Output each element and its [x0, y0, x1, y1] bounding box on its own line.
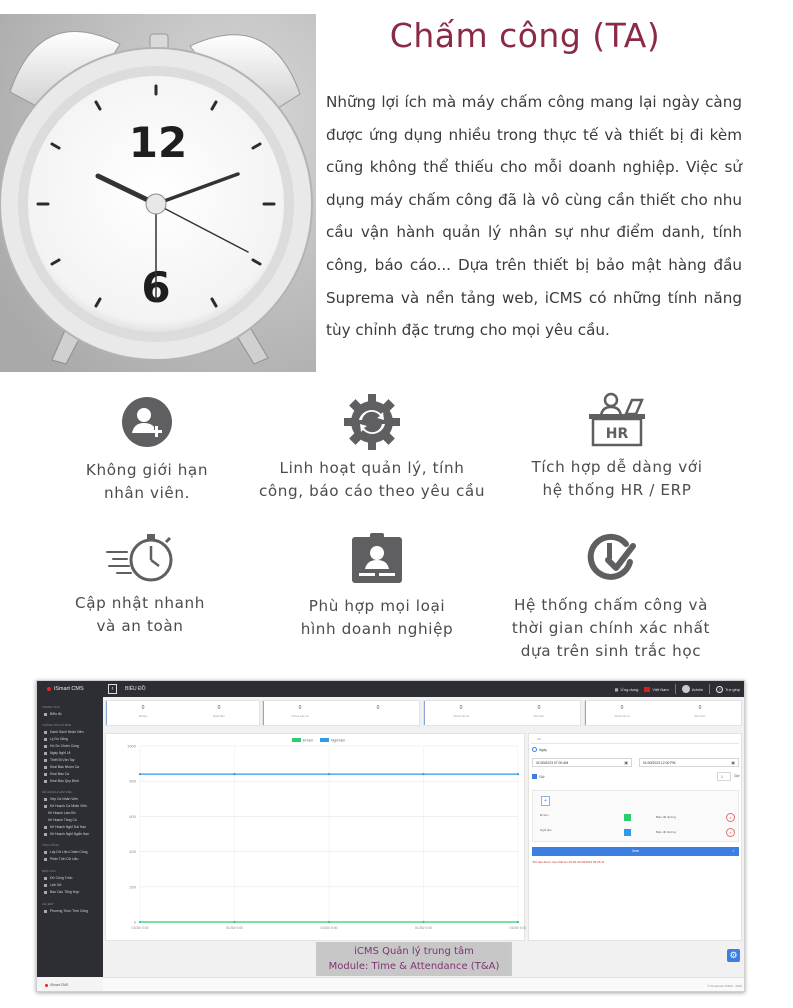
settings-gear-button[interactable]: ⚙	[727, 949, 740, 962]
sidebar-item-label: Báo Cáo Tổng Hợp	[50, 890, 80, 894]
stat-value: 0	[620, 705, 624, 711]
sidebar-item-label: Kế Hoạch Nghỉ Ngắn Hạn	[50, 832, 90, 836]
sidebar-item[interactable]	[44, 825, 86, 829]
calendar-icon	[44, 826, 47, 829]
sidebar-item-label: Kế Hoạch Làm Bù	[48, 811, 76, 815]
hr-desk-icon	[586, 392, 648, 450]
card-accent	[263, 701, 264, 725]
stat-cell	[184, 705, 254, 718]
list-icon	[44, 738, 47, 741]
sidebar-item-label: Kế Hoạch Ca Nhân Viên	[50, 804, 87, 808]
y-tick-label: 800	[129, 778, 136, 784]
feature-hr-integration	[502, 392, 732, 502]
sidebar-group: TÍNH CÔNG	[42, 843, 59, 847]
cms-logo[interactable]	[47, 686, 84, 692]
sidebar-group: THÔNG TIN CƠ BẢN	[42, 723, 72, 727]
sidebar-item[interactable]	[44, 765, 79, 769]
stat-value: 0	[141, 705, 145, 711]
data-point	[422, 773, 424, 775]
sidebar-item-label: Ngày Nghỉ Lễ	[50, 751, 71, 755]
stat-value: 0	[217, 705, 221, 711]
x-tick-label: 01/30/ 0:00	[415, 926, 432, 930]
line-chart	[106, 734, 526, 942]
stat-card	[423, 700, 581, 726]
help-label: Trợ giúp	[725, 686, 740, 692]
stat-cell	[587, 705, 657, 718]
feature-line: dựa trên sinh trắc học	[520, 642, 702, 660]
stat-caption: Ra sớm	[533, 714, 545, 718]
clock-number-12: 12	[128, 118, 188, 167]
series-type: Biểu đồ đường	[656, 830, 676, 834]
clock-number-6: 6	[141, 263, 171, 312]
sidebar-item[interactable]	[48, 818, 77, 822]
sidebar-item-label: Khai Báo Ca	[50, 772, 70, 776]
user-menu[interactable]	[682, 685, 703, 693]
footer-logo-text: iSmart CMS	[50, 983, 69, 987]
feature-line: Hệ thống chấm công và	[513, 596, 709, 614]
update-note: *Dữ liệu được cập nhật lúc 09:00 01/30/2023 09:35:11	[532, 860, 605, 864]
sidebar-item[interactable]	[44, 804, 87, 808]
sidebar-item[interactable]	[44, 890, 79, 894]
data-point	[139, 773, 141, 775]
feature-line: hệ thống HR / ERP	[542, 481, 692, 499]
help-button[interactable]	[716, 686, 740, 693]
y-tick-label: 200	[129, 884, 136, 890]
stat-cell	[343, 705, 413, 714]
data-point	[328, 921, 330, 923]
download-icon	[44, 851, 47, 854]
sidebar-item[interactable]	[44, 850, 88, 854]
view-button[interactable]	[532, 847, 739, 856]
stat-value: 0	[459, 705, 463, 711]
sidebar-item[interactable]	[44, 883, 62, 887]
sidebar-item-label: Khai Báo Quy Định	[50, 779, 79, 783]
sidebar-item[interactable]	[44, 909, 88, 913]
logo-dot-icon	[45, 984, 48, 987]
sidebar-item-label: Lịch Sử	[50, 883, 62, 887]
series-name: Đi làm	[540, 813, 549, 817]
checkbox-icon	[532, 774, 537, 779]
legend-swatch	[292, 738, 301, 742]
chart-panel	[105, 733, 525, 941]
feature-line: Phù hợp mọi loại	[308, 597, 446, 615]
intro-paragraph: Những lợi ích mà máy chấm công mang lại ngày càng được ứng dụng nhiều trong thực tế và thiết bị đi kèm cũng không thể thiếu cho mỗi doanh nghiệp. Việc sử dụng máy chấm công đã là vô cùng cần thiết cho nhu cầu vận hành quản lý nhân sự như điểm danh, tính công, báo cáo... Dựa trên thiết bị bảo mật hàng đầu Suprema và nền tảng web, iCMS có những tính năng tùy chỉnh đặc trưng cho mọi yêu cầu.	[326, 93, 742, 340]
y-tick-label: 400	[129, 849, 136, 855]
sidebar-group: KẾ HOẠCH LÀM VIỆC	[42, 790, 73, 794]
legend-label: Đi làm	[303, 738, 314, 743]
remove-series-icon[interactable]: ×	[726, 813, 735, 822]
y-tick-label: 1000	[127, 743, 136, 749]
sidebar-item-label: Danh Sách Nhân Viên	[50, 730, 84, 734]
logo-dot-icon	[47, 687, 51, 691]
legend-swatch	[320, 738, 329, 742]
cms-logo-text: iSmart CMS	[54, 686, 84, 692]
cms-module-title: BIỂU ĐỒ	[125, 686, 146, 692]
settings-icon	[44, 910, 47, 913]
stat-cell	[265, 705, 335, 718]
y-tick-label: 600	[129, 813, 136, 819]
interval-unit: Giờ	[734, 774, 740, 778]
sidebar-item-label: Phân Tích Dữ Liệu	[50, 857, 79, 861]
alarm-clock-illustration	[0, 14, 316, 372]
stat-cell	[665, 705, 735, 718]
report-icon	[44, 891, 47, 894]
y-tick-label: 0	[133, 919, 136, 925]
sidebar-item[interactable]	[44, 876, 72, 880]
stat-value: 0	[537, 705, 541, 711]
sidebar-item-label: Lấy Dữ Liệu Chấm Công	[50, 850, 88, 854]
from-value: 01/30/2023 07:00 AM	[536, 761, 569, 765]
feature-line: Tích hợp dễ dàng với	[531, 458, 703, 476]
x-tick-label: 01/30/ 0:00	[509, 926, 526, 930]
series-color-swatch[interactable]	[624, 814, 631, 821]
sidebar-item[interactable]	[44, 857, 78, 861]
apps-label: Ứng dụng	[620, 686, 639, 692]
page-title: Chấm công (TA)	[389, 16, 661, 55]
x-tick-label: 01/30/ 0:00	[320, 926, 338, 930]
stat-card	[262, 700, 420, 726]
list-icon	[44, 759, 47, 762]
sidebar-item[interactable]	[44, 772, 69, 776]
stat-caption: Ra sớm	[694, 714, 706, 718]
feature-line: và an toàn	[96, 617, 184, 635]
radio-label: Ngày	[539, 747, 547, 752]
sidebar-item-label: Dữ Công Trình	[50, 876, 73, 880]
add-user-icon	[120, 395, 174, 449]
calendar-icon: ▣	[731, 760, 735, 765]
series-type: Biểu đồ đường	[656, 815, 676, 819]
sidebar-item[interactable]	[44, 730, 84, 734]
stat-value: 0	[698, 705, 702, 711]
sidebar-item[interactable]	[44, 832, 89, 836]
series-row	[540, 813, 735, 823]
report-icon	[44, 877, 47, 880]
feature-line: hình doanh nghiệp	[300, 620, 454, 638]
calendar-icon	[44, 798, 47, 801]
feature-all-business-types	[262, 533, 492, 641]
analyze-icon	[44, 858, 47, 861]
sidebar-item-chart[interactable]	[44, 712, 62, 716]
feature-line: công, báo cáo theo yêu cầu	[258, 482, 486, 500]
stat-caption: Đi làm	[138, 714, 148, 718]
stat-caption: Chưa vào ca	[291, 714, 309, 718]
cms-topbar	[37, 681, 745, 697]
stat-value: 0	[298, 705, 302, 711]
sidebar-item-label: Phương Thức Tính Công	[50, 909, 88, 913]
view-button-label: Xem	[632, 849, 639, 853]
hr-badge-text: HR	[605, 426, 629, 442]
sidebar-item[interactable]	[44, 758, 75, 762]
language-button[interactable]	[644, 687, 668, 692]
sidebar-item[interactable]	[44, 737, 68, 741]
radio-icon	[532, 747, 537, 752]
calendar-icon	[44, 805, 47, 808]
stat-card	[584, 700, 742, 726]
sidebar-item[interactable]	[48, 811, 76, 815]
sidebar-item-label: Kế Hoạch Nghỉ Dài Hạn	[50, 825, 86, 829]
stat-cell	[504, 705, 574, 718]
cms-footer-logo	[37, 977, 103, 992]
sidebar-item-label: Hồ Sơ Chấm Công	[50, 744, 79, 748]
series-config-box	[532, 790, 739, 842]
caption-line: iCMS Quản lý trung tâm	[354, 946, 474, 957]
sidebar-item[interactable]	[44, 779, 79, 783]
stat-caption: Chưa về ca	[453, 714, 469, 718]
interval-input[interactable]: 1	[717, 772, 731, 781]
stat-card	[105, 700, 260, 726]
data-point	[233, 773, 235, 775]
list-icon	[44, 766, 47, 769]
to-value: 01/30/2023 12:00 PM	[643, 761, 676, 765]
tab-ca[interactable]	[531, 736, 739, 744]
stat-cell	[108, 705, 178, 718]
feature-line: Không giới hạn	[85, 461, 209, 479]
feature-flexible-management	[257, 393, 487, 503]
sync-gear-icon	[343, 393, 401, 451]
divider	[675, 684, 676, 694]
x-tick-label: 01/30/ 0:00	[226, 926, 243, 930]
calendar-icon	[44, 833, 47, 836]
checkbox-label: Giờ	[539, 774, 545, 779]
sidebar-group: CÀI ĐẶT	[42, 902, 54, 906]
screenshot-caption	[316, 942, 512, 976]
to-datetime-input[interactable]	[639, 758, 739, 767]
series-row	[540, 828, 735, 838]
cms-topbar-right	[615, 683, 740, 695]
sidebar-item-label: Lý Do Vắng	[50, 737, 68, 741]
card-accent	[424, 701, 425, 725]
data-point	[517, 773, 519, 775]
feature-line: thời gian chính xác nhất	[511, 619, 711, 637]
cms-sidebar	[37, 697, 103, 992]
from-datetime-input[interactable]	[532, 758, 632, 767]
sidebar-item-label: Thiết Bị Vân Tay	[50, 758, 75, 762]
data-point	[422, 921, 424, 923]
tab-label: Ca	[537, 737, 541, 741]
check-icon: ✓	[732, 849, 735, 853]
data-point	[517, 921, 519, 923]
report-icon	[44, 884, 47, 887]
add-series-button[interactable]: +	[541, 796, 550, 806]
feature-biometric-accuracy	[496, 532, 726, 663]
list-icon	[44, 752, 47, 755]
fast-stopwatch-icon	[105, 532, 175, 584]
sidebar-item[interactable]	[44, 797, 78, 801]
data-point	[328, 773, 330, 775]
grid-icon: ▦	[614, 686, 619, 692]
filter-panel	[528, 733, 742, 941]
sidebar-group: BÁO CÁO	[42, 869, 56, 873]
apps-button[interactable]	[615, 687, 639, 692]
stat-caption: Nghỉ làm	[213, 714, 225, 718]
feature-line: Linh hoạt quản lý, tính	[279, 459, 465, 477]
feature-unlimited-employees	[32, 395, 262, 505]
sidebar-group: TRANG CHỦ	[42, 705, 60, 709]
series-name: Nghỉ làm	[540, 828, 552, 832]
list-icon	[44, 731, 47, 734]
legend-label: Nghỉ làm	[331, 738, 346, 743]
list-icon	[44, 745, 47, 748]
copyright: © iSmartnet CORP - 2023	[707, 984, 742, 988]
user-label: Admin	[691, 686, 704, 692]
card-accent	[585, 701, 586, 725]
sidebar-item-label: Khai Báo Nhóm Ca	[50, 765, 80, 769]
back-chevron-icon[interactable]: ‹	[108, 684, 117, 694]
data-point	[233, 921, 235, 923]
remove-series-icon[interactable]: ×	[726, 828, 735, 837]
sidebar-item-label: Biểu đồ	[50, 712, 62, 716]
sidebar-item[interactable]	[44, 744, 79, 748]
feature-line: nhân viên.	[103, 484, 191, 502]
day-radio[interactable]	[532, 747, 547, 752]
sidebar-item-label: Xếp Ca Nhân Viên	[50, 797, 79, 801]
alarm-clock-image	[0, 14, 316, 372]
sidebar-item[interactable]	[44, 751, 71, 755]
series-color-swatch[interactable]	[624, 829, 631, 836]
card-accent	[106, 701, 107, 725]
flag-icon	[644, 687, 650, 692]
calendar-icon: ▣	[624, 760, 628, 765]
hour-checkbox[interactable]	[532, 774, 545, 779]
clock-check-icon	[586, 532, 636, 582]
feature-fast-update	[25, 532, 255, 638]
feature-line: Cập nhật nhanh	[75, 594, 205, 612]
language-label: Việt Nam	[652, 686, 669, 692]
stat-caption: Chưa về ca	[614, 714, 630, 718]
list-icon	[44, 780, 47, 783]
caption-line: Module: Time & Attendance (T&A)	[328, 961, 500, 972]
list-icon	[44, 773, 47, 776]
stat-value: 0	[376, 705, 380, 711]
x-tick-label: 01/30/ 0:00	[131, 926, 149, 930]
sidebar-item-label: Kế Hoạch Tăng Ca	[48, 818, 77, 822]
divider	[709, 684, 710, 694]
avatar-icon	[682, 685, 690, 693]
help-icon: ?	[716, 686, 723, 693]
id-card-icon	[351, 533, 403, 585]
stat-cell	[426, 705, 496, 718]
cms-footer	[103, 977, 745, 992]
data-point	[139, 921, 141, 923]
chart-icon	[44, 713, 47, 716]
